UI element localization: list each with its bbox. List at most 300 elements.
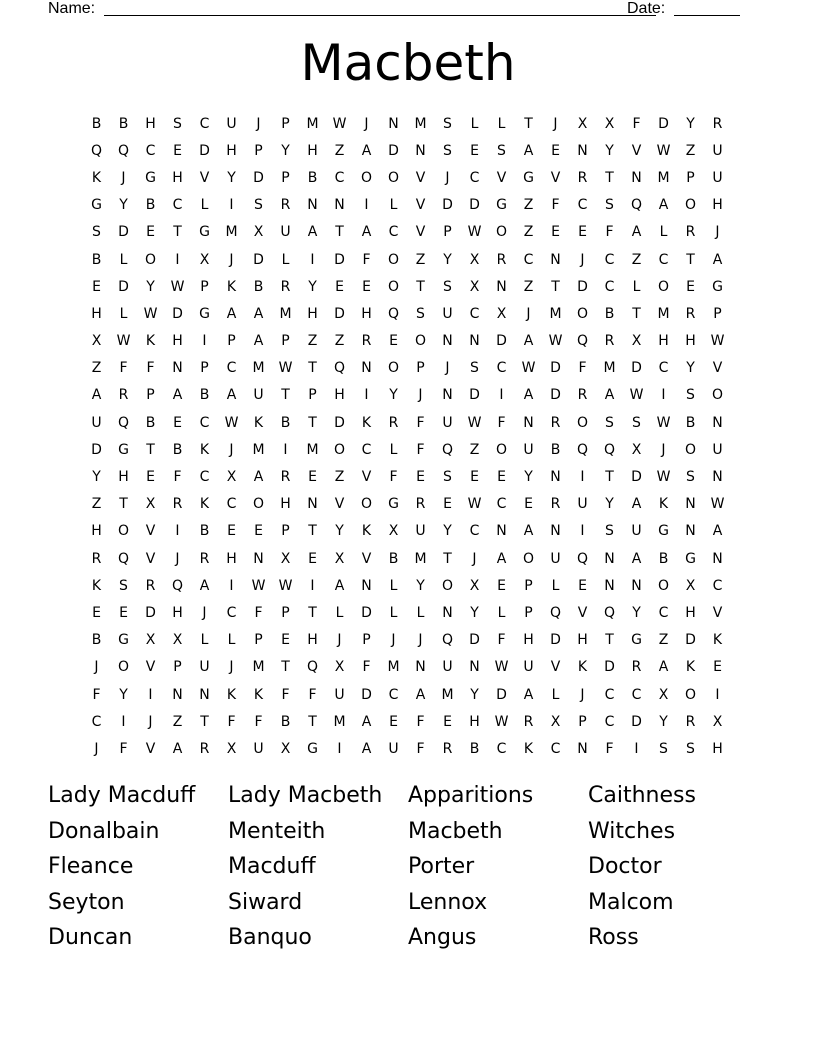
grid-letter[interactable]: E <box>308 550 317 567</box>
grid-letter[interactable]: R <box>712 115 723 132</box>
grid-letter[interactable]: M <box>657 169 670 186</box>
grid-letter[interactable]: A <box>523 387 534 404</box>
grid-letter[interactable]: Y <box>443 523 452 540</box>
grid-letter[interactable]: O <box>387 360 400 377</box>
grid-letter[interactable]: E <box>551 224 560 241</box>
grid-letter[interactable]: O <box>387 169 400 186</box>
grid-letter[interactable]: P <box>254 142 263 159</box>
grid-letter[interactable]: Q <box>333 360 346 377</box>
grid-letter[interactable]: D <box>118 224 129 241</box>
grid-letter[interactable]: Z <box>307 333 318 350</box>
grid-letter[interactable]: N <box>388 115 399 132</box>
grid-letter[interactable]: Z <box>523 278 534 295</box>
grid-letter[interactable]: Q <box>576 441 589 458</box>
grid-letter[interactable]: K <box>361 523 372 540</box>
grid-letter[interactable]: Z <box>631 251 642 268</box>
grid-letter[interactable]: X <box>712 713 723 730</box>
grid-letter[interactable]: M <box>333 713 346 730</box>
grid-letter[interactable]: E <box>119 604 128 621</box>
grid-letter[interactable]: P <box>578 713 587 730</box>
grid-letter[interactable]: Y <box>470 686 479 703</box>
grid-letter[interactable]: U <box>442 414 453 431</box>
grid-letter[interactable]: S <box>119 577 128 594</box>
grid-letter[interactable]: D <box>604 659 615 676</box>
grid-letter[interactable]: V <box>361 469 372 486</box>
grid-letter[interactable]: X <box>280 550 291 567</box>
grid-letter[interactable]: N <box>253 550 264 567</box>
grid-letter[interactable]: E <box>389 713 398 730</box>
grid-letter[interactable]: D <box>685 632 696 649</box>
grid-letter[interactable]: C <box>712 577 723 594</box>
grid-letter[interactable]: P <box>173 659 182 676</box>
grid-letter[interactable]: D <box>145 604 156 621</box>
grid-letter[interactable]: Z <box>469 441 480 458</box>
grid-letter[interactable]: L <box>119 251 128 268</box>
grid-letter[interactable]: V <box>415 169 426 186</box>
grid-letter[interactable]: J <box>391 632 396 649</box>
grid-letter[interactable]: Z <box>91 496 102 513</box>
grid-letter[interactable]: V <box>361 550 372 567</box>
grid-letter[interactable]: Z <box>334 142 345 159</box>
grid-letter[interactable]: M <box>387 659 400 676</box>
grid-letter[interactable]: V <box>577 604 588 621</box>
grid-letter[interactable]: C <box>604 278 615 295</box>
grid-letter[interactable]: X <box>631 441 642 458</box>
grid-letter[interactable]: H <box>280 496 291 513</box>
grid-letter[interactable]: C <box>91 713 102 730</box>
grid-letter[interactable]: R <box>631 659 642 676</box>
grid-letter[interactable]: Q <box>576 333 589 350</box>
grid-letter[interactable]: M <box>252 441 265 458</box>
grid-letter[interactable]: F <box>605 224 614 241</box>
grid-letter[interactable]: L <box>227 632 236 649</box>
grid-letter[interactable]: Z <box>658 632 669 649</box>
grid-letter[interactable]: E <box>551 142 560 159</box>
grid-letter[interactable]: B <box>307 169 318 186</box>
grid-letter[interactable]: Y <box>659 713 668 730</box>
grid-letter[interactable]: A <box>361 740 372 757</box>
grid-letter[interactable]: J <box>418 387 423 404</box>
grid-letter[interactable]: W <box>656 469 671 486</box>
grid-letter[interactable]: I <box>229 197 234 214</box>
grid-letter[interactable]: I <box>499 387 504 404</box>
grid-letter[interactable]: N <box>307 197 318 214</box>
grid-letter[interactable]: U <box>253 740 264 757</box>
grid-letter[interactable]: V <box>631 142 642 159</box>
grid-letter[interactable]: N <box>577 740 588 757</box>
grid-letter[interactable]: N <box>685 496 696 513</box>
grid-letter[interactable]: A <box>415 686 426 703</box>
grid-letter[interactable]: E <box>146 224 155 241</box>
grid-letter[interactable]: Y <box>524 469 533 486</box>
grid-letter[interactable]: D <box>631 469 642 486</box>
grid-letter[interactable]: D <box>550 360 561 377</box>
grid-letter[interactable]: S <box>254 197 263 214</box>
grid-letter[interactable]: L <box>632 278 641 295</box>
grid-letter[interactable]: N <box>442 333 453 350</box>
grid-letter[interactable]: R <box>280 278 291 295</box>
grid-letter[interactable]: D <box>334 251 345 268</box>
grid-letter[interactable]: U <box>91 414 102 431</box>
grid-letter[interactable]: E <box>389 333 398 350</box>
grid-letter[interactable]: D <box>361 686 372 703</box>
grid-letter[interactable]: Q <box>441 632 454 649</box>
grid-letter[interactable]: N <box>442 604 453 621</box>
grid-letter[interactable]: E <box>335 278 344 295</box>
grid-letter[interactable]: E <box>92 278 101 295</box>
grid-letter[interactable]: G <box>145 169 156 186</box>
grid-letter[interactable]: J <box>94 740 99 757</box>
grid-letter[interactable]: S <box>173 115 182 132</box>
grid-letter[interactable]: S <box>686 387 695 404</box>
grid-letter[interactable]: P <box>524 604 533 621</box>
grid-letter[interactable]: J <box>472 550 477 567</box>
grid-letter[interactable]: B <box>145 197 156 214</box>
grid-letter[interactable]: L <box>389 577 398 594</box>
grid-letter[interactable]: J <box>445 360 450 377</box>
grid-letter[interactable]: N <box>712 469 723 486</box>
grid-letter[interactable]: X <box>469 577 480 594</box>
grid-letter[interactable]: J <box>94 659 99 676</box>
grid-letter[interactable]: W <box>521 360 536 377</box>
grid-letter[interactable]: X <box>469 251 480 268</box>
grid-letter[interactable]: I <box>580 523 585 540</box>
grid-letter[interactable]: X <box>226 740 237 757</box>
grid-letter[interactable]: V <box>145 740 156 757</box>
grid-letter[interactable]: J <box>553 115 558 132</box>
grid-letter[interactable]: L <box>119 305 128 322</box>
grid-letter[interactable]: X <box>604 115 615 132</box>
grid-letter[interactable]: C <box>577 197 588 214</box>
grid-letter[interactable]: J <box>229 251 234 268</box>
grid-letter[interactable]: U <box>334 686 345 703</box>
grid-letter[interactable]: S <box>686 740 695 757</box>
grid-letter[interactable]: U <box>442 659 453 676</box>
grid-letter[interactable]: N <box>523 414 534 431</box>
grid-letter[interactable]: D <box>334 305 345 322</box>
grid-letter[interactable]: Y <box>686 360 695 377</box>
grid-letter[interactable]: T <box>308 360 317 377</box>
grid-letter[interactable]: K <box>361 414 372 431</box>
grid-letter[interactable]: N <box>550 523 561 540</box>
grid-letter[interactable]: C <box>631 686 642 703</box>
grid-letter[interactable]: R <box>550 496 561 513</box>
grid-letter[interactable]: D <box>361 604 372 621</box>
grid-letter[interactable]: G <box>199 224 210 241</box>
grid-letter[interactable]: P <box>200 360 209 377</box>
grid-letter[interactable]: O <box>495 224 508 241</box>
grid-letter[interactable]: E <box>146 469 155 486</box>
grid-letter[interactable]: U <box>523 659 534 676</box>
grid-letter[interactable]: Q <box>441 441 454 458</box>
grid-letter[interactable]: E <box>686 278 695 295</box>
grid-letter[interactable]: F <box>497 632 506 649</box>
grid-letter[interactable]: H <box>145 115 156 132</box>
grid-letter[interactable]: W <box>116 333 131 350</box>
grid-letter[interactable]: N <box>631 169 642 186</box>
grid-letter[interactable]: V <box>199 169 210 186</box>
grid-letter[interactable]: I <box>310 251 315 268</box>
grid-letter[interactable]: O <box>144 251 157 268</box>
grid-letter[interactable]: D <box>469 632 480 649</box>
grid-letter[interactable]: A <box>631 550 642 567</box>
grid-letter[interactable]: B <box>91 115 102 132</box>
grid-letter[interactable]: C <box>199 469 210 486</box>
grid-letter[interactable]: L <box>551 577 560 594</box>
grid-letter[interactable]: J <box>715 224 720 241</box>
grid-letter[interactable]: A <box>334 577 345 594</box>
grid-letter[interactable]: R <box>442 740 453 757</box>
grid-letter[interactable]: N <box>199 686 210 703</box>
grid-letter[interactable]: W <box>143 305 158 322</box>
grid-letter[interactable]: S <box>605 414 614 431</box>
grid-letter[interactable]: V <box>550 659 561 676</box>
grid-letter[interactable]: V <box>334 496 345 513</box>
grid-letter[interactable]: X <box>658 686 669 703</box>
grid-letter[interactable]: T <box>281 387 290 404</box>
grid-letter[interactable]: H <box>172 333 183 350</box>
grid-letter[interactable]: Y <box>389 387 398 404</box>
grid-letter[interactable]: U <box>631 523 642 540</box>
grid-letter[interactable]: M <box>306 115 319 132</box>
grid-letter[interactable]: A <box>604 387 615 404</box>
grid-letter[interactable]: F <box>227 713 236 730</box>
grid-letter[interactable]: Q <box>117 414 130 431</box>
grid-letter[interactable]: O <box>117 659 130 676</box>
grid-letter[interactable]: B <box>199 523 210 540</box>
grid-letter[interactable]: A <box>172 387 183 404</box>
grid-letter[interactable]: X <box>388 523 399 540</box>
grid-letter[interactable]: C <box>604 713 615 730</box>
grid-letter[interactable]: H <box>577 632 588 649</box>
grid-letter[interactable]: H <box>712 197 723 214</box>
grid-letter[interactable]: H <box>172 169 183 186</box>
grid-letter[interactable]: K <box>685 659 696 676</box>
grid-letter[interactable]: M <box>252 360 265 377</box>
grid-letter[interactable]: A <box>361 224 372 241</box>
grid-letter[interactable]: K <box>199 441 210 458</box>
grid-letter[interactable]: D <box>442 197 453 214</box>
grid-letter[interactable]: A <box>523 142 534 159</box>
grid-letter[interactable]: T <box>605 169 614 186</box>
grid-letter[interactable]: U <box>280 224 291 241</box>
grid-letter[interactable]: D <box>658 115 669 132</box>
grid-letter[interactable]: I <box>283 441 288 458</box>
grid-letter[interactable]: C <box>388 686 399 703</box>
grid-letter[interactable]: D <box>631 360 642 377</box>
grid-letter[interactable]: W <box>656 414 671 431</box>
grid-letter[interactable]: L <box>200 632 209 649</box>
grid-letter[interactable]: S <box>605 197 614 214</box>
grid-letter[interactable]: C <box>226 360 237 377</box>
grid-letter[interactable]: Q <box>90 142 103 159</box>
grid-letter[interactable]: B <box>469 740 480 757</box>
grid-letter[interactable]: P <box>281 169 290 186</box>
grid-letter[interactable]: B <box>253 278 264 295</box>
grid-letter[interactable]: P <box>146 387 155 404</box>
grid-letter[interactable]: R <box>280 469 291 486</box>
grid-letter[interactable]: C <box>496 496 507 513</box>
grid-letter[interactable]: T <box>173 224 182 241</box>
grid-letter[interactable]: F <box>416 414 425 431</box>
grid-letter[interactable]: C <box>145 142 156 159</box>
grid-letter[interactable]: R <box>550 414 561 431</box>
grid-letter[interactable]: R <box>523 713 534 730</box>
grid-letter[interactable]: F <box>173 469 182 486</box>
date-input-line[interactable] <box>674 15 740 16</box>
grid-letter[interactable]: H <box>307 305 318 322</box>
grid-letter[interactable]: C <box>496 740 507 757</box>
grid-letter[interactable]: O <box>576 305 589 322</box>
grid-letter[interactable]: X <box>280 740 291 757</box>
grid-letter[interactable]: B <box>388 550 399 567</box>
grid-letter[interactable]: E <box>497 469 506 486</box>
grid-letter[interactable]: E <box>416 469 425 486</box>
grid-letter[interactable]: U <box>712 142 723 159</box>
grid-letter[interactable]: Y <box>308 278 317 295</box>
grid-letter[interactable]: R <box>199 550 210 567</box>
grid-letter[interactable]: W <box>278 360 293 377</box>
grid-letter[interactable]: S <box>443 469 452 486</box>
grid-letter[interactable]: J <box>229 441 234 458</box>
grid-letter[interactable]: K <box>523 740 534 757</box>
grid-letter[interactable]: E <box>92 604 101 621</box>
grid-letter[interactable]: U <box>226 115 237 132</box>
grid-letter[interactable]: M <box>414 115 427 132</box>
grid-letter[interactable]: W <box>170 278 185 295</box>
grid-letter[interactable]: D <box>388 142 399 159</box>
grid-letter[interactable]: R <box>91 550 102 567</box>
grid-letter[interactable]: D <box>550 632 561 649</box>
grid-letter[interactable]: R <box>145 577 156 594</box>
grid-letter[interactable]: W <box>467 414 482 431</box>
grid-letter[interactable]: Y <box>605 496 614 513</box>
grid-letter[interactable]: A <box>631 224 642 241</box>
grid-letter[interactable]: S <box>443 142 452 159</box>
grid-letter[interactable]: A <box>496 550 507 567</box>
grid-letter[interactable]: B <box>604 305 615 322</box>
grid-letter[interactable]: B <box>91 251 102 268</box>
grid-letter[interactable]: W <box>332 115 347 132</box>
grid-letter[interactable]: V <box>712 604 723 621</box>
grid-letter[interactable]: N <box>415 659 426 676</box>
grid-letter[interactable]: V <box>145 659 156 676</box>
grid-letter[interactable]: N <box>361 360 372 377</box>
grid-letter[interactable]: R <box>496 251 507 268</box>
grid-letter[interactable]: U <box>712 441 723 458</box>
grid-letter[interactable]: T <box>308 604 317 621</box>
grid-letter[interactable]: P <box>200 278 209 295</box>
grid-letter[interactable]: E <box>497 577 506 594</box>
grid-letter[interactable]: F <box>146 360 155 377</box>
grid-letter[interactable]: Q <box>117 550 130 567</box>
grid-letter[interactable]: M <box>252 659 265 676</box>
grid-letter[interactable]: Q <box>306 659 319 676</box>
grid-letter[interactable]: D <box>253 251 264 268</box>
grid-letter[interactable]: H <box>307 142 318 159</box>
grid-letter[interactable]: V <box>550 169 561 186</box>
grid-letter[interactable]: I <box>580 469 585 486</box>
grid-letter[interactable]: L <box>497 115 506 132</box>
grid-letter[interactable]: T <box>119 496 128 513</box>
grid-letter[interactable]: O <box>711 387 724 404</box>
grid-letter[interactable]: K <box>226 686 237 703</box>
grid-letter[interactable]: J <box>256 115 261 132</box>
grid-letter[interactable]: I <box>229 577 234 594</box>
grid-letter[interactable]: A <box>523 333 534 350</box>
grid-letter[interactable]: I <box>337 740 342 757</box>
grid-letter[interactable]: X <box>145 496 156 513</box>
grid-letter[interactable]: W <box>494 713 509 730</box>
grid-letter[interactable]: A <box>523 686 534 703</box>
grid-letter[interactable]: P <box>308 387 317 404</box>
grid-letter[interactable]: W <box>467 496 482 513</box>
grid-letter[interactable]: Y <box>281 142 290 159</box>
grid-letter[interactable]: T <box>146 441 155 458</box>
grid-letter[interactable]: C <box>172 197 183 214</box>
grid-letter[interactable]: O <box>387 251 400 268</box>
grid-letter[interactable]: P <box>713 305 722 322</box>
grid-letter[interactable]: R <box>685 713 696 730</box>
grid-letter[interactable]: D <box>550 387 561 404</box>
grid-letter[interactable]: A <box>307 224 318 241</box>
grid-letter[interactable]: B <box>280 414 291 431</box>
grid-letter[interactable]: X <box>334 550 345 567</box>
grid-letter[interactable]: B <box>118 115 129 132</box>
grid-letter[interactable]: P <box>254 632 263 649</box>
grid-letter[interactable]: Y <box>443 251 452 268</box>
grid-letter[interactable]: A <box>712 251 723 268</box>
grid-letter[interactable]: H <box>469 713 480 730</box>
grid-letter[interactable]: D <box>172 305 183 322</box>
grid-letter[interactable]: N <box>631 577 642 594</box>
grid-letter[interactable]: N <box>334 197 345 214</box>
grid-letter[interactable]: B <box>199 387 210 404</box>
grid-letter[interactable]: O <box>252 496 265 513</box>
grid-letter[interactable]: G <box>685 550 696 567</box>
grid-letter[interactable]: A <box>253 333 264 350</box>
grid-letter[interactable]: N <box>604 577 615 594</box>
grid-letter[interactable]: C <box>226 604 237 621</box>
grid-letter[interactable]: T <box>416 278 425 295</box>
grid-letter[interactable]: L <box>200 197 209 214</box>
grid-letter[interactable]: V <box>712 360 723 377</box>
grid-letter[interactable]: J <box>580 686 585 703</box>
grid-letter[interactable]: Z <box>91 360 102 377</box>
grid-letter[interactable]: O <box>360 496 373 513</box>
grid-letter[interactable]: T <box>443 550 452 567</box>
grid-letter[interactable]: E <box>254 523 263 540</box>
grid-letter[interactable]: A <box>658 659 669 676</box>
grid-letter[interactable]: Z <box>334 469 345 486</box>
grid-letter[interactable]: F <box>416 713 425 730</box>
grid-letter[interactable]: F <box>578 360 587 377</box>
grid-letter[interactable]: P <box>443 224 452 241</box>
grid-letter[interactable]: T <box>686 251 695 268</box>
grid-letter[interactable]: K <box>145 333 156 350</box>
grid-letter[interactable]: E <box>308 469 317 486</box>
grid-letter[interactable]: F <box>416 441 425 458</box>
grid-letter[interactable]: R <box>280 197 291 214</box>
grid-letter[interactable]: M <box>441 686 454 703</box>
grid-letter[interactable]: O <box>657 577 670 594</box>
grid-letter[interactable]: S <box>497 142 506 159</box>
grid-letter[interactable]: S <box>632 414 641 431</box>
grid-letter[interactable]: T <box>335 224 344 241</box>
grid-letter[interactable]: N <box>172 360 183 377</box>
grid-letter[interactable]: C <box>361 441 372 458</box>
grid-letter[interactable]: O <box>414 333 427 350</box>
